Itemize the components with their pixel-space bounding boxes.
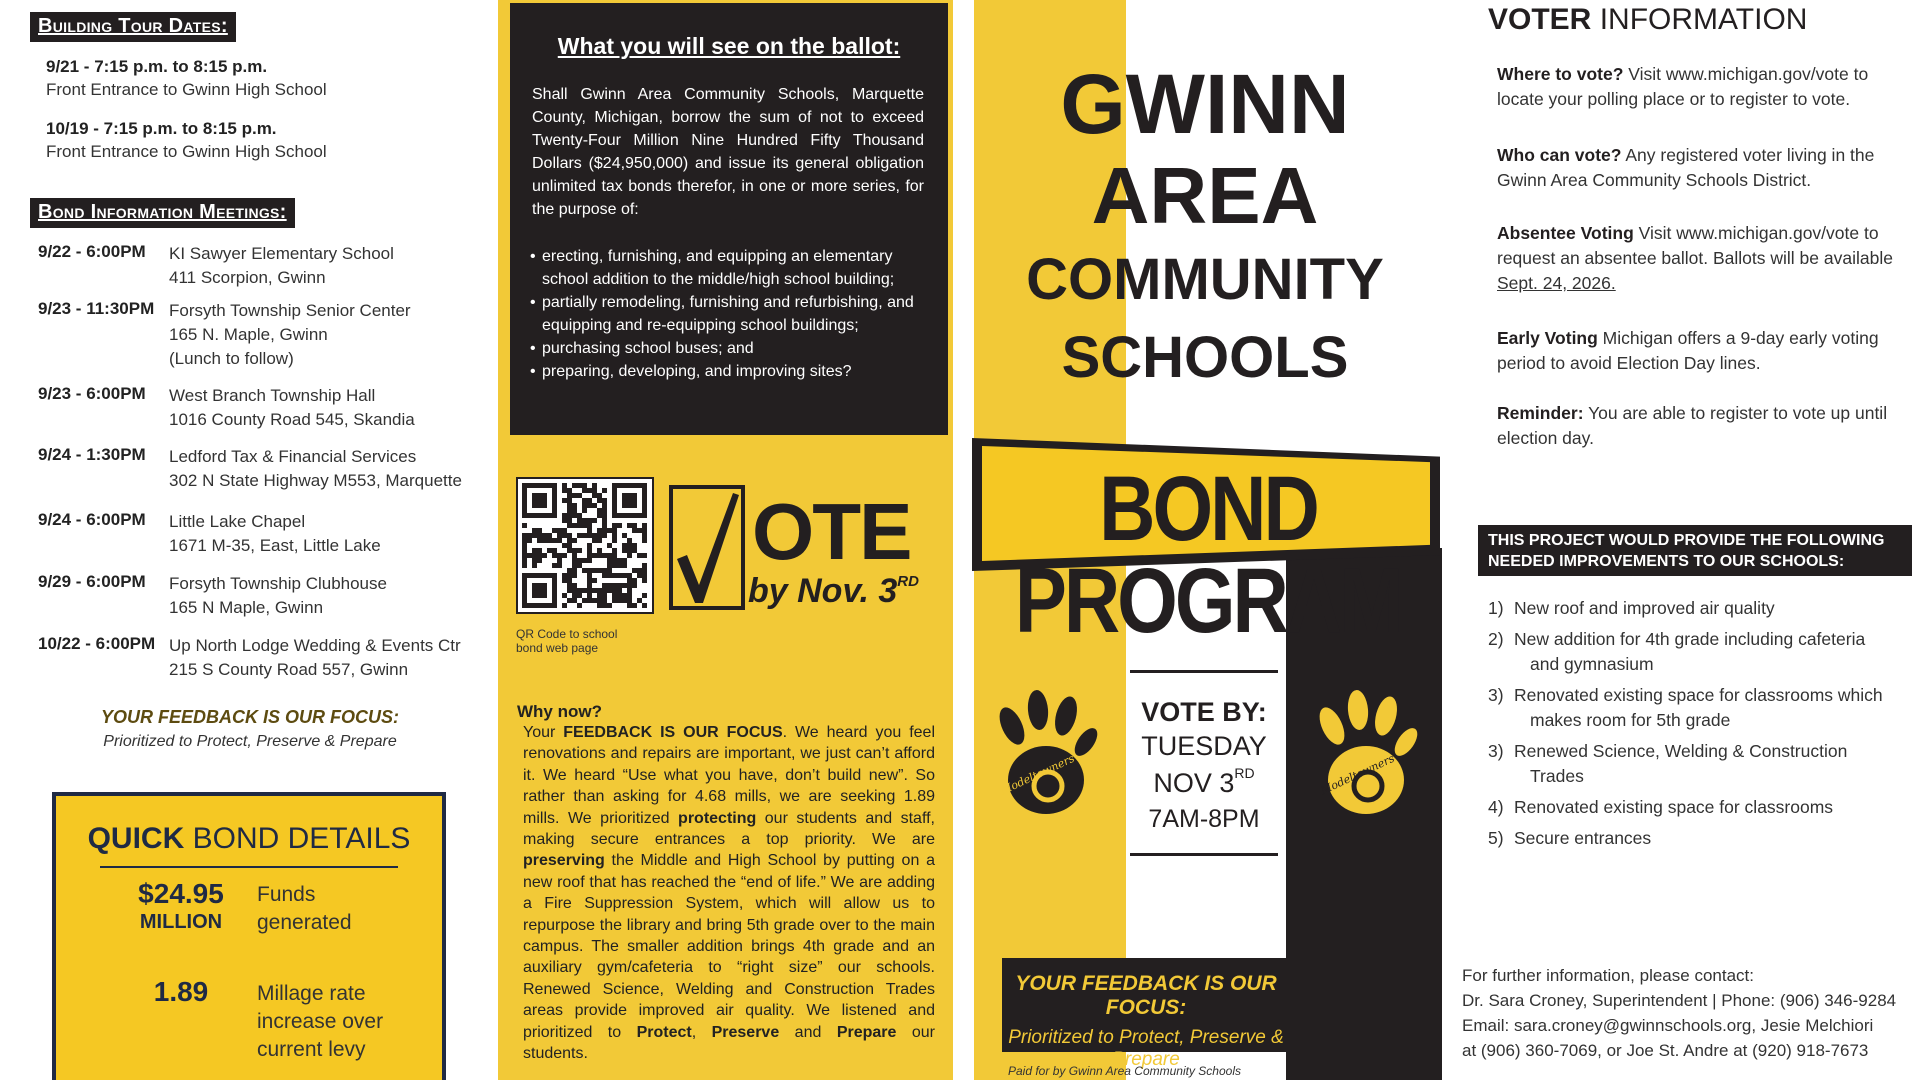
vote-by-box bbox=[1130, 670, 1278, 856]
meeting-place: KI Sawyer Elementary School bbox=[169, 244, 394, 263]
paw-text: Modeltowners bbox=[998, 751, 1077, 798]
title-community: COMMUNITY bbox=[1026, 247, 1384, 312]
vote-by-label: VOTE BY: bbox=[1141, 697, 1267, 727]
why-text: our students and staff, making secure entrances a top priority. We are bbox=[523, 809, 936, 849]
meeting-when: 9/24 - 1:30PM bbox=[38, 445, 146, 464]
meeting-address: 1016 County Road 545, Skandia bbox=[169, 410, 415, 429]
qr-caption-line: bond web page bbox=[516, 641, 599, 655]
title-schools: SCHOOLS bbox=[1061, 325, 1349, 390]
where-to-vote bbox=[1497, 62, 1907, 112]
qr-caption bbox=[516, 627, 676, 655]
early-text: Michigan offers a 9-day early voting period to avoid Election Day lines. bbox=[1497, 328, 1879, 373]
contact-info bbox=[1462, 963, 1912, 1063]
who-can-vote bbox=[1497, 143, 1907, 193]
bond-amount-label bbox=[257, 881, 352, 937]
list-item bbox=[1488, 795, 1914, 820]
millage-value: 1.89 bbox=[153, 976, 209, 1007]
vote-date bbox=[1130, 765, 1278, 799]
ballot-bullet: • erecting, furnishing, and equipping an elementary school addition to the middle/high school building; bbox=[526, 245, 924, 291]
meeting-address: 302 N State Highway M553, Marquette bbox=[169, 471, 462, 490]
vote-word: OTE bbox=[752, 487, 911, 576]
list-item bbox=[1488, 627, 1914, 677]
absentee-text: Visit www.michigan.gov/vote to request an absentee ballot. Ballots will be available bbox=[1497, 223, 1893, 268]
meeting-place: Up North Lodge Wedding & Events Ctr bbox=[169, 636, 461, 655]
why-bold: FEEDBACK IS OUR FOCUS bbox=[563, 724, 783, 741]
vote-day: TUESDAY bbox=[1141, 731, 1267, 761]
vote-date-text: NOV 3 bbox=[1153, 768, 1235, 798]
why-now-text bbox=[523, 722, 935, 1065]
item-number: 2) bbox=[1488, 629, 1504, 649]
list-item bbox=[1488, 683, 1914, 733]
tour-date: 9/21 - 7:15 p.m. to 8:15 p.m. bbox=[46, 57, 268, 76]
meeting-where bbox=[169, 510, 381, 558]
where-text: Visit www.michigan.gov/vote to locate your polling place or to register to vote. bbox=[1497, 64, 1869, 109]
tour-item bbox=[46, 57, 466, 100]
paw-icon bbox=[990, 690, 1100, 830]
paw-logo-left bbox=[990, 690, 1100, 835]
meeting-where bbox=[169, 384, 415, 432]
qr-code[interactable] bbox=[516, 477, 654, 614]
meeting-where bbox=[169, 242, 394, 290]
millage-label bbox=[257, 980, 383, 1064]
why-text: and bbox=[779, 1023, 837, 1041]
where-label: Where to vote? bbox=[1497, 64, 1624, 84]
ballot-title: What you will see on the ballot: bbox=[557, 33, 901, 59]
feedback-heading: YOUR FEEDBACK IS OUR FOCUS: bbox=[100, 707, 399, 727]
ballot-bullets bbox=[526, 245, 924, 383]
meeting-note: (Lunch to follow) bbox=[169, 349, 294, 368]
paw-icon bbox=[1310, 690, 1420, 830]
meeting-address: 215 S County Road 557, Gwinn bbox=[169, 660, 409, 679]
vote-by-sup: RD bbox=[897, 573, 919, 590]
reminder-text: You are able to register to vote up until election day. bbox=[1497, 403, 1888, 448]
list-item bbox=[1488, 826, 1914, 851]
qr-code-icon bbox=[518, 479, 652, 612]
absentee-label: Absentee Voting bbox=[1497, 223, 1634, 243]
tour-location: Front Entrance to Gwinn High School bbox=[46, 80, 327, 99]
item-text: Renewed Science, Welding & Construction bbox=[1514, 741, 1848, 761]
contact-line: at (906) 360-7069, or Joe St. Andre at (920) 918-7673 bbox=[1462, 1041, 1869, 1060]
item-number: 4) bbox=[1488, 797, 1504, 817]
why-text: , bbox=[691, 1023, 712, 1041]
contact-line: Dr. Sara Croney, Superintendent | Phone: (906) 346-9284 bbox=[1462, 991, 1897, 1010]
meeting-address: 411 Scorpion, Gwinn bbox=[169, 268, 326, 287]
cover-feedback-subtitle: Prioritized to Protect, Preserve & Prepare bbox=[1008, 1027, 1284, 1070]
tour-item bbox=[46, 119, 466, 162]
item-text: Secure entrances bbox=[1514, 828, 1652, 848]
quick-title-rest: BOND DETAILS bbox=[192, 822, 411, 855]
paid-for-by: Paid for by Gwinn Area Community Schools bbox=[1008, 1064, 1241, 1078]
vote-by-date bbox=[748, 572, 919, 611]
list-item bbox=[1488, 739, 1914, 789]
tour-date: 10/19 - 7:15 p.m. to 8:15 p.m. bbox=[46, 119, 277, 138]
tour-list bbox=[46, 57, 466, 162]
item-text: Renovated existing space for classrooms which bbox=[1514, 685, 1883, 705]
why-bold: Protect bbox=[636, 1023, 692, 1041]
meeting-where bbox=[169, 572, 387, 620]
meeting-place: Forsyth Township Senior Center bbox=[169, 301, 411, 320]
voter-info-title-rest: INFORMATION bbox=[1599, 3, 1808, 36]
item-text: Renovated existing space for classrooms bbox=[1514, 797, 1834, 817]
why-bold: protecting bbox=[678, 809, 757, 827]
vote-hours: 7AM-8PM bbox=[1148, 805, 1260, 833]
paw-logo-right bbox=[1310, 690, 1420, 835]
millage-label-line: increase over bbox=[257, 1010, 384, 1033]
tour-dates-heading: Building Tour Dates: bbox=[30, 12, 236, 42]
early-voting bbox=[1497, 326, 1907, 376]
vote-date-sup: RD bbox=[1234, 765, 1255, 781]
list-item bbox=[1488, 596, 1914, 621]
item-text-cont: Trades bbox=[1530, 766, 1584, 786]
project-heading-line: NEEDED IMPROVEMENTS TO OUR SCHOOLS: bbox=[1488, 553, 1845, 570]
meeting-address: 1671 M-35, East, Little Lake bbox=[169, 536, 381, 555]
ballot-box bbox=[510, 3, 948, 435]
reminder-label: Reminder: bbox=[1497, 403, 1584, 423]
why-bold: Preserve bbox=[711, 1023, 780, 1041]
cover-feedback-heading: YOUR FEEDBACK IS OUR FOCUS: bbox=[1015, 972, 1277, 1019]
item-number: 5) bbox=[1488, 828, 1504, 848]
millage-label-line: Millage rate bbox=[257, 982, 366, 1005]
millage-label-line: current levy bbox=[257, 1038, 366, 1061]
why-text: Your bbox=[523, 724, 564, 741]
why-text: our students. bbox=[523, 1023, 935, 1063]
ballot-bullet: • partially remodeling, furnishing and refurbishing, and equipping and re-equipping school buildings; bbox=[526, 291, 924, 337]
item-text: New roof and improved air quality bbox=[1514, 598, 1775, 618]
bond-amount: $24.95 bbox=[138, 878, 224, 909]
voter-info-title-bold: VOTER bbox=[1488, 3, 1592, 36]
meeting-when: 9/23 - 6:00PM bbox=[38, 384, 146, 403]
cover-feedback-box bbox=[1002, 958, 1290, 1070]
quick-bond-details-box bbox=[52, 792, 446, 1080]
quick-title-bold: QUICK bbox=[87, 822, 185, 855]
ballot-bullet: • preparing, developing, and improving sites? bbox=[526, 360, 924, 383]
meeting-where bbox=[169, 299, 411, 371]
meeting-address: 165 N. Maple, Gwinn bbox=[169, 325, 328, 344]
ballot-text: Shall Gwinn Area Community Schools, Marquette County, Michigan, borrow the sum of not to exceed Twenty-Four Million Nine Hundred Fifty Thousand Dollars ($24,950,000) and issue its general obligation unlimited tax bonds therefor, in one or more series, for the purpose of: bbox=[532, 86, 924, 218]
project-heading-line: THIS PROJECT WOULD PROVIDE THE FOLLOWING bbox=[1488, 532, 1885, 549]
reminder bbox=[1497, 401, 1907, 451]
item-text-cont: and gymnasium bbox=[1530, 654, 1654, 674]
bond-program-title: BOND PROGRAM bbox=[1014, 456, 1402, 652]
meeting-place: West Branch Township Hall bbox=[169, 386, 376, 405]
item-number: 3) bbox=[1488, 685, 1504, 705]
vote-by-text: by Nov. 3 bbox=[748, 572, 898, 610]
checkmark-icon bbox=[673, 489, 741, 606]
amount-label-line: Funds bbox=[257, 883, 316, 906]
amount-label-line: generated bbox=[257, 911, 352, 934]
contact-line: For further information, please contact: bbox=[1462, 966, 1754, 985]
vote-checkbox bbox=[669, 485, 745, 610]
voter-info-title bbox=[1488, 3, 1807, 37]
contact-line: Email: sara.croney@gwinnschools.org, Jesie Melchiori bbox=[1462, 1016, 1874, 1035]
meeting-when: 10/22 - 6:00PM bbox=[38, 634, 156, 653]
meeting-when: 9/23 - 11:30PM bbox=[38, 299, 155, 318]
project-heading-box bbox=[1478, 525, 1912, 576]
quick-bond-title bbox=[56, 822, 442, 856]
meeting-place: Ledford Tax & Financial Services bbox=[169, 447, 417, 466]
meeting-place: Little Lake Chapel bbox=[169, 512, 306, 531]
meeting-when: 9/22 - 6:00PM bbox=[38, 242, 146, 261]
why-bold: preserving bbox=[523, 852, 605, 870]
meeting-when: 9/24 - 6:00PM bbox=[38, 510, 146, 529]
meeting-address: 165 N Maple, Gwinn bbox=[169, 598, 324, 617]
why-now-heading: Why now? bbox=[517, 702, 602, 721]
bond-amount-unit: MILLION bbox=[139, 911, 223, 933]
who-label: Who can vote? bbox=[1497, 145, 1622, 165]
meeting-place: Forsyth Township Clubhouse bbox=[169, 574, 387, 593]
improvements-list bbox=[1488, 596, 1914, 857]
paw-text: Modeltowners bbox=[1318, 751, 1397, 798]
item-text: New addition for 4th grade including cafeteria bbox=[1514, 629, 1866, 649]
feedback-subtitle: Prioritized to Protect, Preserve & Prepare bbox=[103, 733, 397, 750]
early-label: Early Voting bbox=[1497, 328, 1598, 348]
quick-divider bbox=[100, 866, 398, 868]
absentee-date: Sept. 24, 2026. bbox=[1497, 273, 1616, 293]
absentee-voting bbox=[1497, 221, 1907, 296]
meetings-heading: Bond Information Meetings: bbox=[30, 198, 295, 228]
why-text: the Middle and High School by putting on a new roof that has reached the “end of life.” We are adding a Fire Suppression System, which will allow us to repurpose the library and bring 5th grade over to the main campus. The smaller addition brings 4th grade and an auxiliary gym/cafeteria to “right size” our schools. Renewed Science, Welding and Construction Trades areas provide improved air quality. We listened and prioritized to bbox=[523, 852, 935, 1041]
meeting-when: 9/29 - 6:00PM bbox=[38, 572, 146, 591]
title-gwinn: GWINN bbox=[1060, 57, 1350, 151]
meeting-where bbox=[169, 445, 462, 493]
why-text: . We heard you feel renovations and repairs are important, we just can’t afford it. We heard “Use what you have, don’t build new”. So rather than asking for 4.68 mills, we are seeking 1.89 mills. We prioritized bbox=[523, 724, 936, 827]
item-number: 3) bbox=[1488, 741, 1504, 761]
ballot-bullet: • purchasing school buses; and bbox=[526, 337, 924, 360]
title-area: AREA bbox=[1091, 151, 1319, 240]
tour-location: Front Entrance to Gwinn High School bbox=[46, 142, 327, 161]
item-number: 1) bbox=[1488, 598, 1504, 618]
who-text: Any registered voter living in the Gwinn Area Community Schools District. bbox=[1497, 145, 1875, 190]
item-text-cont: makes room for 5th grade bbox=[1530, 710, 1731, 730]
qr-caption-line: QR Code to school bbox=[516, 627, 618, 641]
meeting-where bbox=[169, 634, 461, 682]
why-bold: Prepare bbox=[836, 1023, 897, 1041]
